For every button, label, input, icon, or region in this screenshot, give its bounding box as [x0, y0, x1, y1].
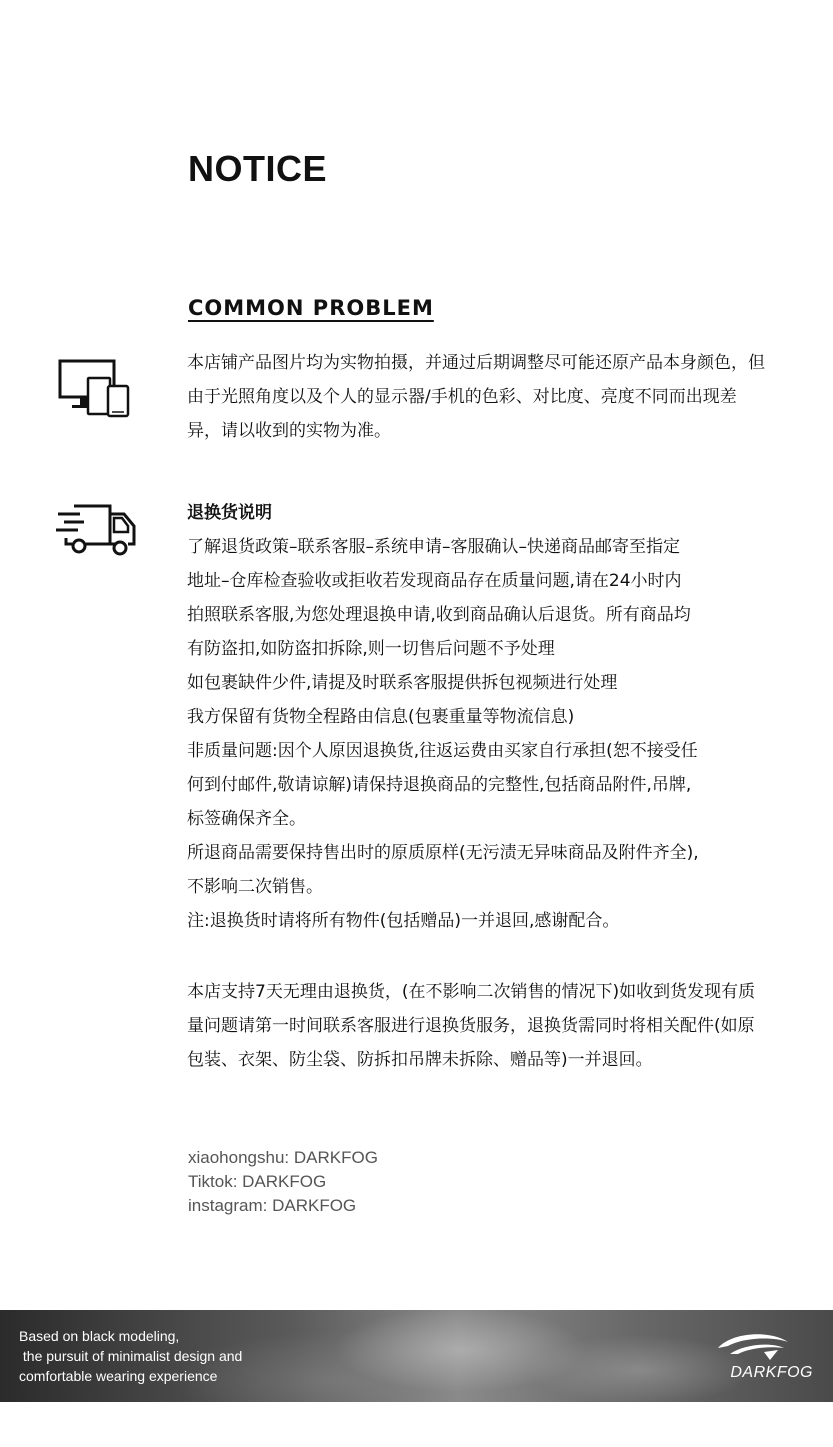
- social-tiktok: Tiktok: DARKFOG: [188, 1172, 327, 1191]
- return-title: 退换货说明: [187, 503, 272, 523]
- devices-icon: [56, 356, 132, 420]
- return-line: 如包裹缺件少件,请提及时联系客服提供拆包视频进行处理: [187, 673, 618, 693]
- darkfog-logo-icon: [712, 1326, 792, 1366]
- return-line: 有防盗扣,如防盗扣拆除,则一切售后问题不予处理: [187, 639, 555, 659]
- return-line: 了解退货政策–联系客服–系统申请–客服确认–快递商品邮寄至指定: [187, 537, 680, 557]
- return-line: 我方保留有货物全程路由信息(包裹重量等物流信息): [187, 707, 575, 727]
- return-policy-note: 本店支持7天无理由退换货，(在不影响二次销售的情况下)如收到货发现有质量问题请第一时间联系客服进行退换货服务，退换货需同时将相关配件(如原包装、衣架、防尘袋、防拆扣吊牌未拆除、赠品等)一并退回。: [187, 982, 756, 1070]
- delivery-truck-icon: [54, 500, 138, 560]
- return-line: 标签确保齐全。: [187, 809, 306, 829]
- social-xiaohongshu: xiaohongshu: DARKFOG: [188, 1148, 378, 1167]
- social-accounts: [188, 1146, 378, 1218]
- tagline-line: comfortable wearing experience: [19, 1368, 218, 1384]
- return-line: 非质量问题:因个人原因退换货,往返运费由买家自行承担(恕不接受任: [187, 741, 698, 761]
- return-line: 注:退换货时请将所有物件(包括赠品)一并退回,感谢配合。: [187, 911, 620, 931]
- tagline-line: Based on black modeling,: [19, 1328, 180, 1344]
- color-disclaimer: 本店铺产品图片均为实物拍摄，并通过后期调整尽可能还原产品本身颜色，但由于光照角度以及个人的显示器/手机的色彩、对比度、亮度不同而出现差异，请以收到的实物为准。: [187, 353, 765, 441]
- return-line: 所退商品需要保持售出时的原质原样(无污渍无异味商品及附件齐全),: [187, 843, 699, 863]
- brand-name: DARKFOG: [730, 1364, 813, 1381]
- footer-tagline: [19, 1326, 242, 1386]
- return-line: 地址–仓库检查验收或拒收若发现商品存在质量问题,请在24小时内: [187, 571, 682, 591]
- return-line: 不影响二次销售。: [187, 877, 323, 897]
- return-instructions: [187, 496, 777, 938]
- social-instagram: instagram: DARKFOG: [188, 1196, 357, 1215]
- tagline-line: the pursuit of minimalist design and: [19, 1348, 243, 1364]
- return-line: 拍照联系客服,为您处理退换申请,收到商品确认后退货。所有商品均: [187, 605, 691, 625]
- section-title: COMMON PROBLEM: [188, 296, 434, 320]
- return-line: 何到付邮件,敬请谅解)请保持退换商品的完整性,包括商品附件,吊牌,: [187, 775, 692, 795]
- brand-footer: [0, 1310, 833, 1402]
- notice-title: NOTICE: [188, 148, 328, 189]
